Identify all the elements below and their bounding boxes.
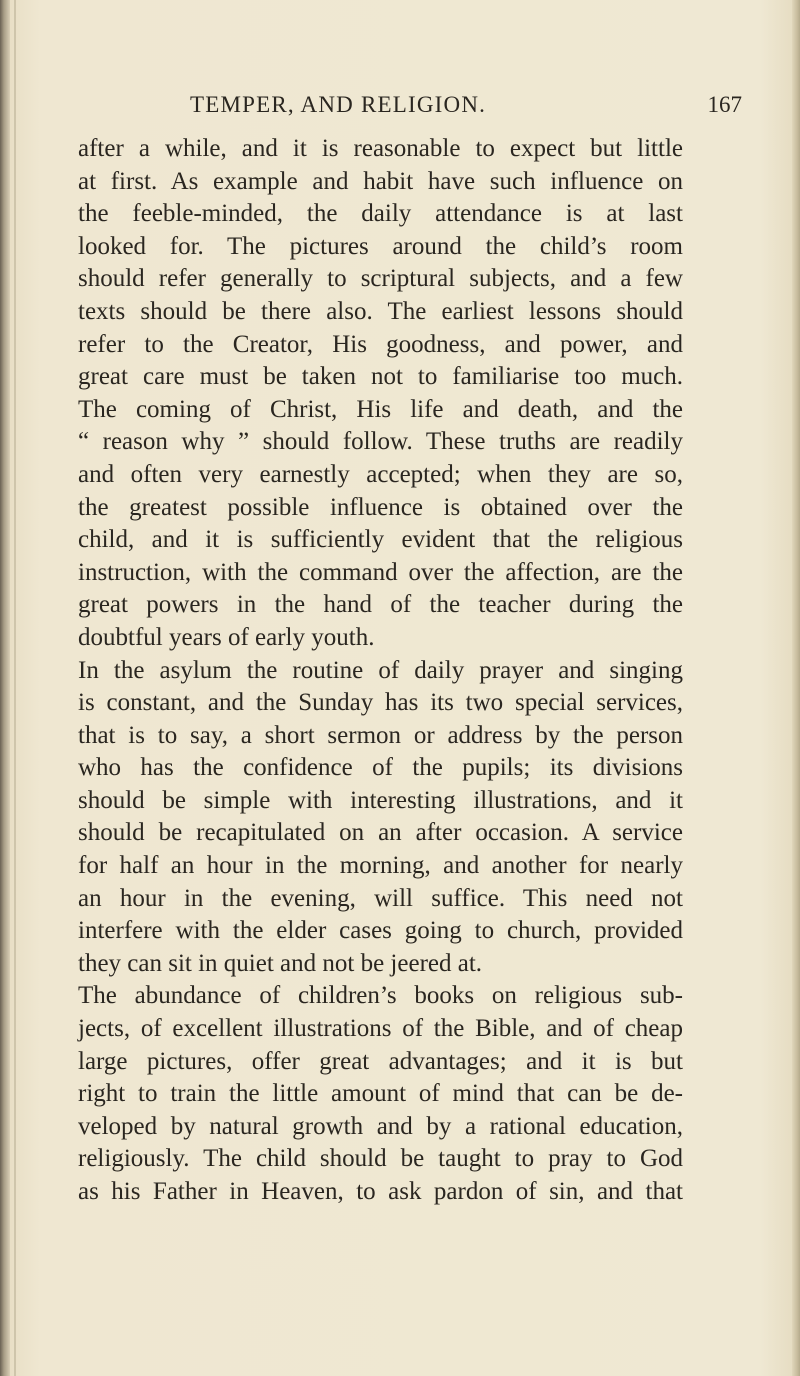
text-line: interfere with the elder cases going to church, provided <box>78 917 683 945</box>
text-line: child, and it is sufficiently evident that the religious <box>78 526 683 554</box>
text-line: should be recapitulated on an after occasion. A service <box>78 819 683 847</box>
page-fore-edge <box>792 0 800 1376</box>
page-binding-edge <box>0 0 10 1376</box>
text-line: “ reason why ” should follow. These truths are readily <box>78 428 683 456</box>
text-line: refer to the Creator, His goodness, and power, and <box>78 330 683 358</box>
text-line: who has the confidence of the pupils; its divisions <box>78 754 683 782</box>
page-number: 167 <box>707 92 742 117</box>
text-line: should be simple with interesting illustrations, and it <box>78 786 683 814</box>
text-line: great care must be taken not to familiarise too much. <box>78 363 683 391</box>
text-line: right to train the little amount of mind that can be de- <box>78 1080 683 1108</box>
text-line: instruction, with the command over the affection, are the <box>78 558 683 586</box>
text-line: looked for. The pictures around the child’s room <box>78 232 683 260</box>
text-line: religiously. The child should be taught to pray to God <box>78 1145 683 1173</box>
text-line: the greatest possible influence is obtained over the <box>78 493 683 521</box>
text-line: the feeble-minded, the daily attendance is at last <box>78 200 683 228</box>
text-line: and often very earnestly accepted; when they are so, <box>78 460 683 488</box>
text-line: that is to say, a short sermon or address by the person <box>78 721 683 749</box>
text-line: veloped by natural growth and by a rational education, <box>78 1112 683 1140</box>
running-head: TEMPER, AND RELIGION. <box>190 92 487 117</box>
text-line: after a while, and it is reasonable to expect but little <box>78 135 683 162</box>
text-line: for half an hour in the morning, and another for nearly <box>78 852 683 880</box>
text-line: is constant, and the Sunday has its two special services, <box>78 689 683 717</box>
text-line: The coming of Christ, His life and death, and the <box>78 395 683 423</box>
paragraph-end-line: doubtful years of early youth. <box>78 623 375 651</box>
text-line: texts should be there also. The earliest lessons should <box>78 297 683 325</box>
text-line: at first. As example and habit have such influence on <box>78 167 683 195</box>
paragraph-start-line: The abundance of children’s books on religious sub- <box>78 982 683 1010</box>
text-line: should refer generally to scriptural subjects, and a few <box>78 265 683 293</box>
binding-shadow-line <box>14 0 16 1376</box>
paragraph-start-line: In the asylum the routine of daily prayer and singing <box>78 656 683 684</box>
paragraph-end-line: they can sit in quiet and not be jeered at. <box>78 949 483 977</box>
body-text <box>78 133 683 1209</box>
text-line: jects, of excellent illustrations of the Bible, and of cheap <box>78 1015 683 1043</box>
text-line: as his Father in Heaven, to ask pardon of sin, and that <box>78 1178 683 1205</box>
text-line: large pictures, offer great advantages; and it is but <box>78 1047 683 1075</box>
text-line: an hour in the evening, will suffice. This need not <box>78 884 683 912</box>
text-line: great powers in the hand of the teacher during the <box>78 591 683 619</box>
page-header <box>78 92 768 126</box>
